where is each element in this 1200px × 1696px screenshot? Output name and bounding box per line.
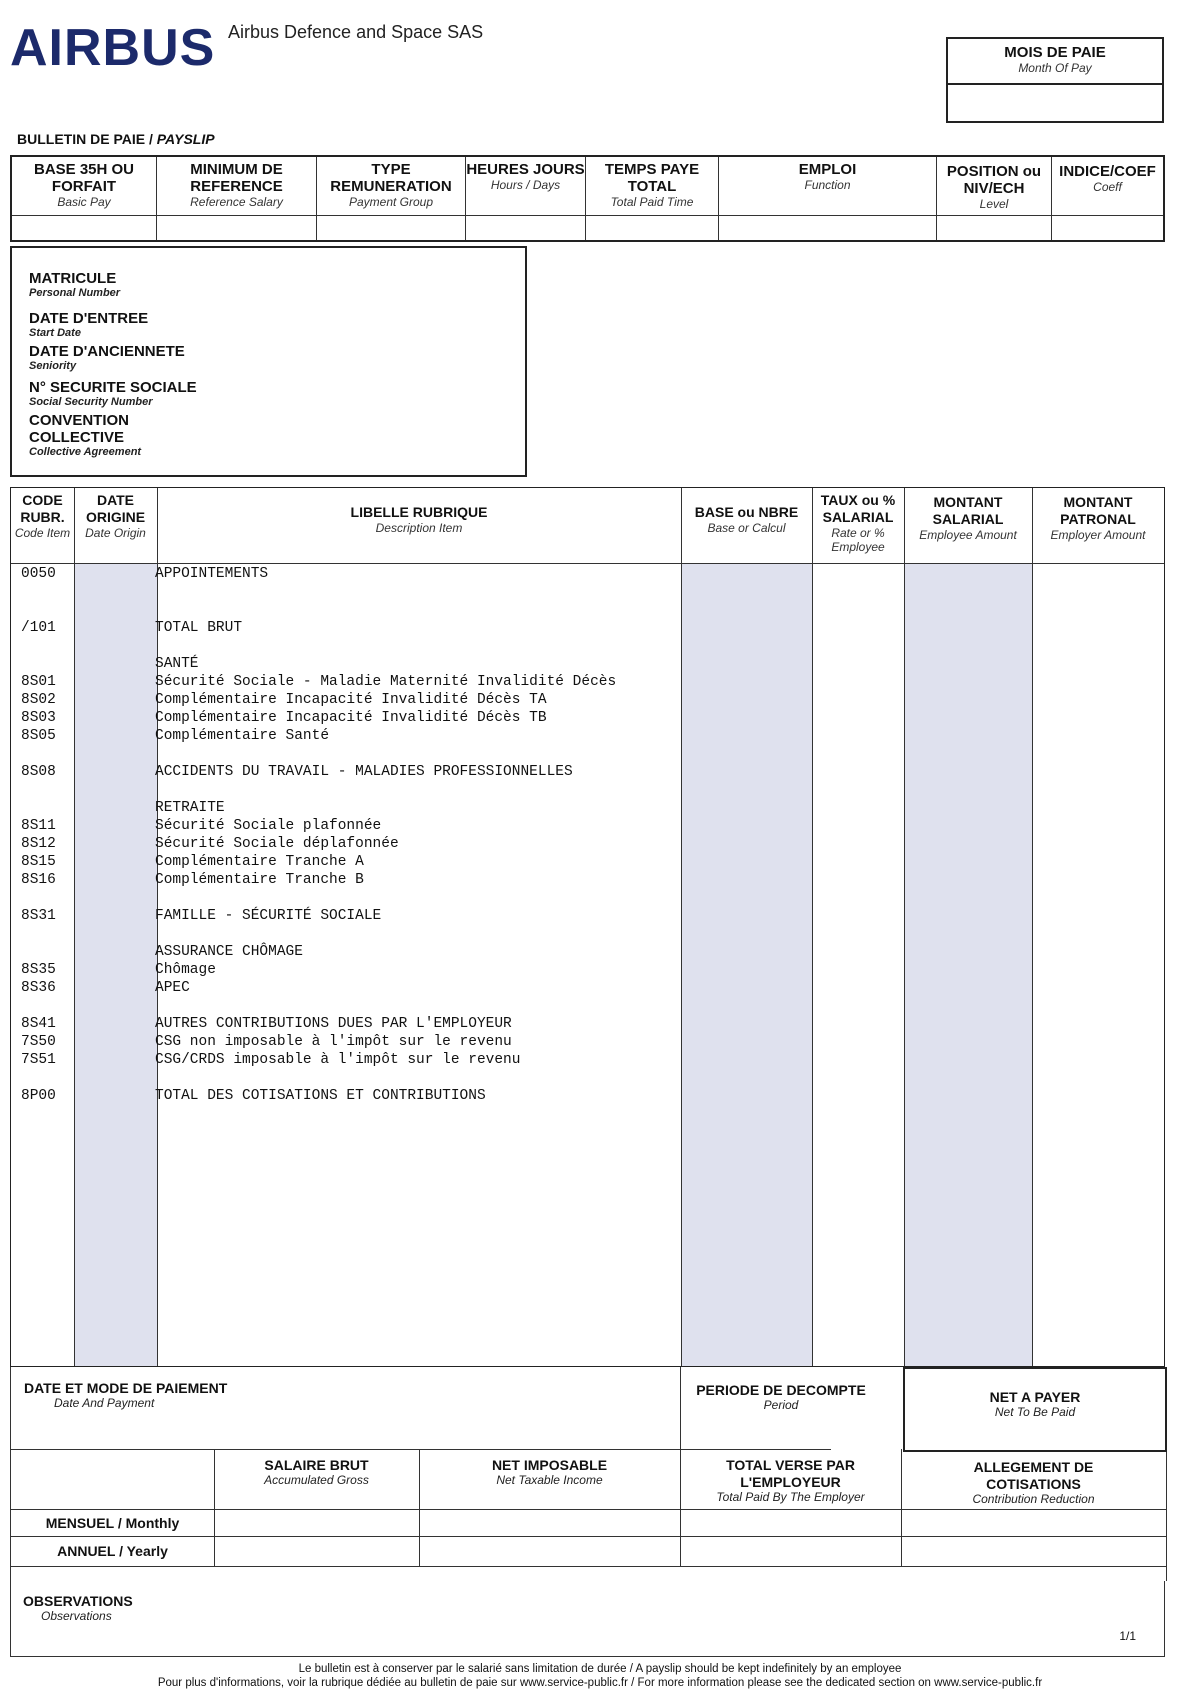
table-row — [11, 1069, 681, 1087]
table-row — [11, 781, 681, 799]
rows-container — [11, 565, 681, 1105]
mensuel-label: MENSUEL / Monthly — [45, 1515, 180, 1531]
table-row — [11, 727, 681, 745]
col-position: POSITION ou NIV/ECH — [946, 163, 1042, 197]
allegement-label-1: ALLEGEMENT DE — [973, 1459, 1094, 1475]
net-a-payer-box — [903, 1367, 1167, 1452]
total-verse-sub: Total Paid By The Employer — [716, 1490, 865, 1504]
header-libelle-sub: Description Item — [375, 521, 463, 535]
table-row — [11, 745, 681, 763]
row-code: 8S03 — [21, 710, 56, 726]
table-row — [11, 961, 681, 979]
table-row — [11, 979, 681, 997]
row-label: CSG/CRDS imposable à l'impôt sur le revenu — [155, 1052, 521, 1068]
row-code: 0050 — [21, 566, 56, 582]
col-minimum: MINIMUM DE REFERENCE — [190, 161, 283, 195]
row-label: TOTAL DES COTISATIONS ET CONTRIBUTIONS — [155, 1088, 486, 1104]
row-code: 8S12 — [21, 836, 56, 852]
table-row — [11, 907, 681, 925]
table-row — [11, 1087, 681, 1105]
month-of-pay-box — [946, 37, 1164, 123]
row-label: Sécurité Sociale - Maladie Maternité Invalidité Décès — [155, 674, 617, 690]
row-label: TOTAL BRUT — [155, 620, 243, 636]
row-code: 8S31 — [21, 908, 56, 924]
salaire-brut-sub: Accumulated Gross — [264, 1473, 369, 1487]
matricule-sub: Personal Number — [29, 287, 121, 299]
convention-label-2: COLLECTIVE — [29, 429, 125, 446]
table-row — [11, 1015, 681, 1033]
table-row — [11, 601, 681, 619]
row-label: ACCIDENTS DU TRAVAIL - MALADIES PROFESSIONNELLES — [155, 764, 573, 780]
row-code: 8S01 — [21, 674, 56, 690]
row-label: Sécurité Sociale déplafonnée — [155, 836, 399, 852]
table-row — [11, 763, 681, 781]
footnote-2: Pour plus d'informations, voir la rubrique dédiée au bulletin de paie sur www.service-public.fr / For more information please see the dedicated section on www.service-public.fr — [157, 1677, 1043, 1689]
col-emploi-sub: Function — [804, 178, 851, 192]
row-label: SANTÉ — [155, 656, 199, 672]
net-label: NET A PAYER — [989, 1389, 1081, 1405]
row-label: FAMILLE - SÉCURITÉ SOCIALE — [155, 908, 382, 924]
col-base-sub: Basic Pay — [57, 195, 111, 209]
observations-sub: Observations — [41, 1609, 112, 1623]
allegement-label-2: COTISATIONS — [986, 1476, 1081, 1492]
row-label: Complémentaire Incapacité Invalidité Décès TB — [155, 710, 547, 726]
table-row — [11, 637, 681, 655]
row-code: 8S08 — [21, 764, 56, 780]
table-row — [11, 565, 681, 583]
col-heures-sub: Hours / Days — [490, 178, 561, 192]
row-label: Chômage — [155, 962, 216, 978]
col-minimum-sub: Reference Salary — [190, 195, 283, 209]
header-montant-salarial-sub: Employee Amount — [919, 528, 1017, 542]
table-row — [11, 871, 681, 889]
total-verse-label-1: TOTAL VERSE PAR — [726, 1457, 855, 1473]
periode-label: PERIODE DE DECOMPTE — [696, 1382, 866, 1398]
row-code: 8S36 — [21, 980, 56, 996]
row-label: APEC — [155, 980, 190, 996]
row-code: 8S41 — [21, 1016, 56, 1032]
col-type: TYPE REMUNERATION — [330, 161, 452, 195]
row-label: Complémentaire Tranche B — [155, 872, 364, 888]
table-row — [11, 853, 681, 871]
table-row — [11, 889, 681, 907]
net-imposable-sub: Net Taxable Income — [496, 1473, 603, 1487]
date-mode-label: DATE ET MODE DE PAIEMENT — [24, 1380, 228, 1396]
secu-label: N° SECURITE SOCIALE — [29, 379, 197, 396]
employee-info-box — [10, 246, 527, 477]
row-label: Complémentaire Santé — [155, 728, 330, 744]
header-montant-patronal: MONTANT PATRONAL — [1060, 494, 1136, 527]
page-number: 1/1 — [1119, 1629, 1136, 1643]
col-type-sub: Payment Group — [348, 195, 434, 209]
header-base: BASE ou NBRE — [694, 504, 799, 520]
table-row — [11, 817, 681, 835]
header-code: CODE RUBR. — [20, 492, 65, 525]
salaire-brut-label: SALAIRE BRUT — [264, 1457, 369, 1473]
table-row — [11, 925, 681, 943]
table-row — [11, 943, 681, 961]
row-code: 8S35 — [21, 962, 56, 978]
row-code: 8S15 — [21, 854, 56, 870]
header-libelle: LIBELLE RUBRIQUE — [350, 504, 488, 520]
row-label: Complémentaire Tranche A — [155, 854, 364, 870]
row-label: APPOINTEMENTS — [155, 566, 269, 582]
payslip-lines-table — [10, 487, 1165, 1367]
table-row — [11, 799, 681, 817]
table-row — [11, 655, 681, 673]
table-row — [11, 691, 681, 709]
month-label: MOIS DE PAIE — [1004, 44, 1106, 61]
convention-label-1: CONVENTION — [29, 412, 130, 429]
col-base: BASE 35H OU FORFAIT — [33, 161, 135, 195]
periode-sub: Period — [763, 1398, 799, 1412]
col-emploi: EMPLOI — [798, 161, 857, 178]
row-label: Sécurité Sociale plafonnée — [155, 818, 382, 834]
row-label: CSG non imposable à l'impôt sur le revenu — [155, 1034, 512, 1050]
row-label: ASSURANCE CHÔMAGE — [155, 944, 303, 960]
header-montant-patronal-sub: Employer Amount — [1050, 528, 1146, 542]
col-temps-sub: Total Paid Time — [610, 195, 694, 209]
col-position-sub: Level — [979, 197, 1009, 211]
col-indice-sub: Coeff — [1093, 180, 1122, 194]
convention-sub: Collective Agreement — [29, 446, 142, 458]
header-montant-salarial: MONTANT SALARIAL — [932, 494, 1004, 527]
company-name: Airbus Defence and Space SAS — [228, 22, 484, 42]
observations-label: OBSERVATIONS — [23, 1593, 133, 1609]
date-entree-sub: Start Date — [29, 327, 81, 339]
date-entree-label: DATE D'ENTREE — [29, 310, 149, 327]
row-code: 7S50 — [21, 1034, 56, 1050]
header-date: DATE ORIGINE — [85, 492, 146, 525]
row-label: Complémentaire Incapacité Invalidité Décès TA — [155, 692, 547, 708]
row-code: 7S51 — [21, 1052, 56, 1068]
row-code: 8S16 — [21, 872, 56, 888]
table-row — [11, 673, 681, 691]
table-row — [11, 997, 681, 1015]
footnote-1: Le bulletin est à conserver par le salarié sans limitation de durée / A payslip should be kept indefinitely by an employee — [298, 1663, 902, 1675]
row-label: RETRAITE — [155, 800, 225, 816]
observations-box — [10, 1581, 1165, 1657]
row-code: 8S05 — [21, 728, 56, 744]
row-label: AUTRES CONTRIBUTIONS DUES PAR L'EMPLOYEUR — [155, 1016, 512, 1032]
table-row — [11, 835, 681, 853]
row-code: 8S11 — [21, 818, 56, 834]
col-heures: HEURES JOURS — [466, 161, 585, 178]
table-row — [11, 1033, 681, 1051]
allegement-sub: Contribution Reduction — [972, 1492, 1095, 1506]
annuel-label: ANNUEL / Yearly — [57, 1543, 168, 1559]
anciennete-label: DATE D'ANCIENNETE — [29, 343, 185, 360]
matricule-label: MATRICULE — [29, 270, 117, 287]
airbus-logo: AIRBUS — [10, 19, 216, 77]
payslip-title: BULLETIN DE PAIE / PAYSLIP — [17, 131, 215, 147]
pay-info-table — [10, 155, 1165, 242]
table-row — [11, 1051, 681, 1069]
header-date-sub: Date Origin — [85, 526, 146, 540]
table-row — [11, 619, 681, 637]
month-sub: Month Of Pay — [1018, 61, 1092, 75]
row-code: 8P00 — [21, 1088, 56, 1104]
date-mode-sub: Date And Payment — [54, 1396, 155, 1410]
header-taux: TAUX ou % SALARIAL — [820, 492, 896, 525]
row-code: /101 — [21, 620, 56, 636]
header-code-sub: Code Item — [14, 526, 71, 540]
net-sub: Net To Be Paid — [994, 1405, 1076, 1419]
secu-sub: Social Security Number — [29, 396, 153, 408]
col-temps: TEMPS PAYE TOTAL — [604, 161, 700, 195]
net-imposable-label: NET IMPOSABLE — [491, 1457, 608, 1473]
col-indice: INDICE/COEF — [1059, 163, 1156, 180]
anciennete-sub: Seniority — [29, 360, 77, 372]
header-base-sub: Base or Calcul — [707, 521, 786, 535]
header-taux-sub: Rate or % Employee — [831, 526, 885, 554]
table-row — [11, 709, 681, 727]
row-code: 8S02 — [21, 692, 56, 708]
total-verse-label-2: L'EMPLOYEUR — [740, 1474, 841, 1490]
table-row — [11, 583, 681, 601]
payment-footer — [10, 1367, 1167, 1581]
